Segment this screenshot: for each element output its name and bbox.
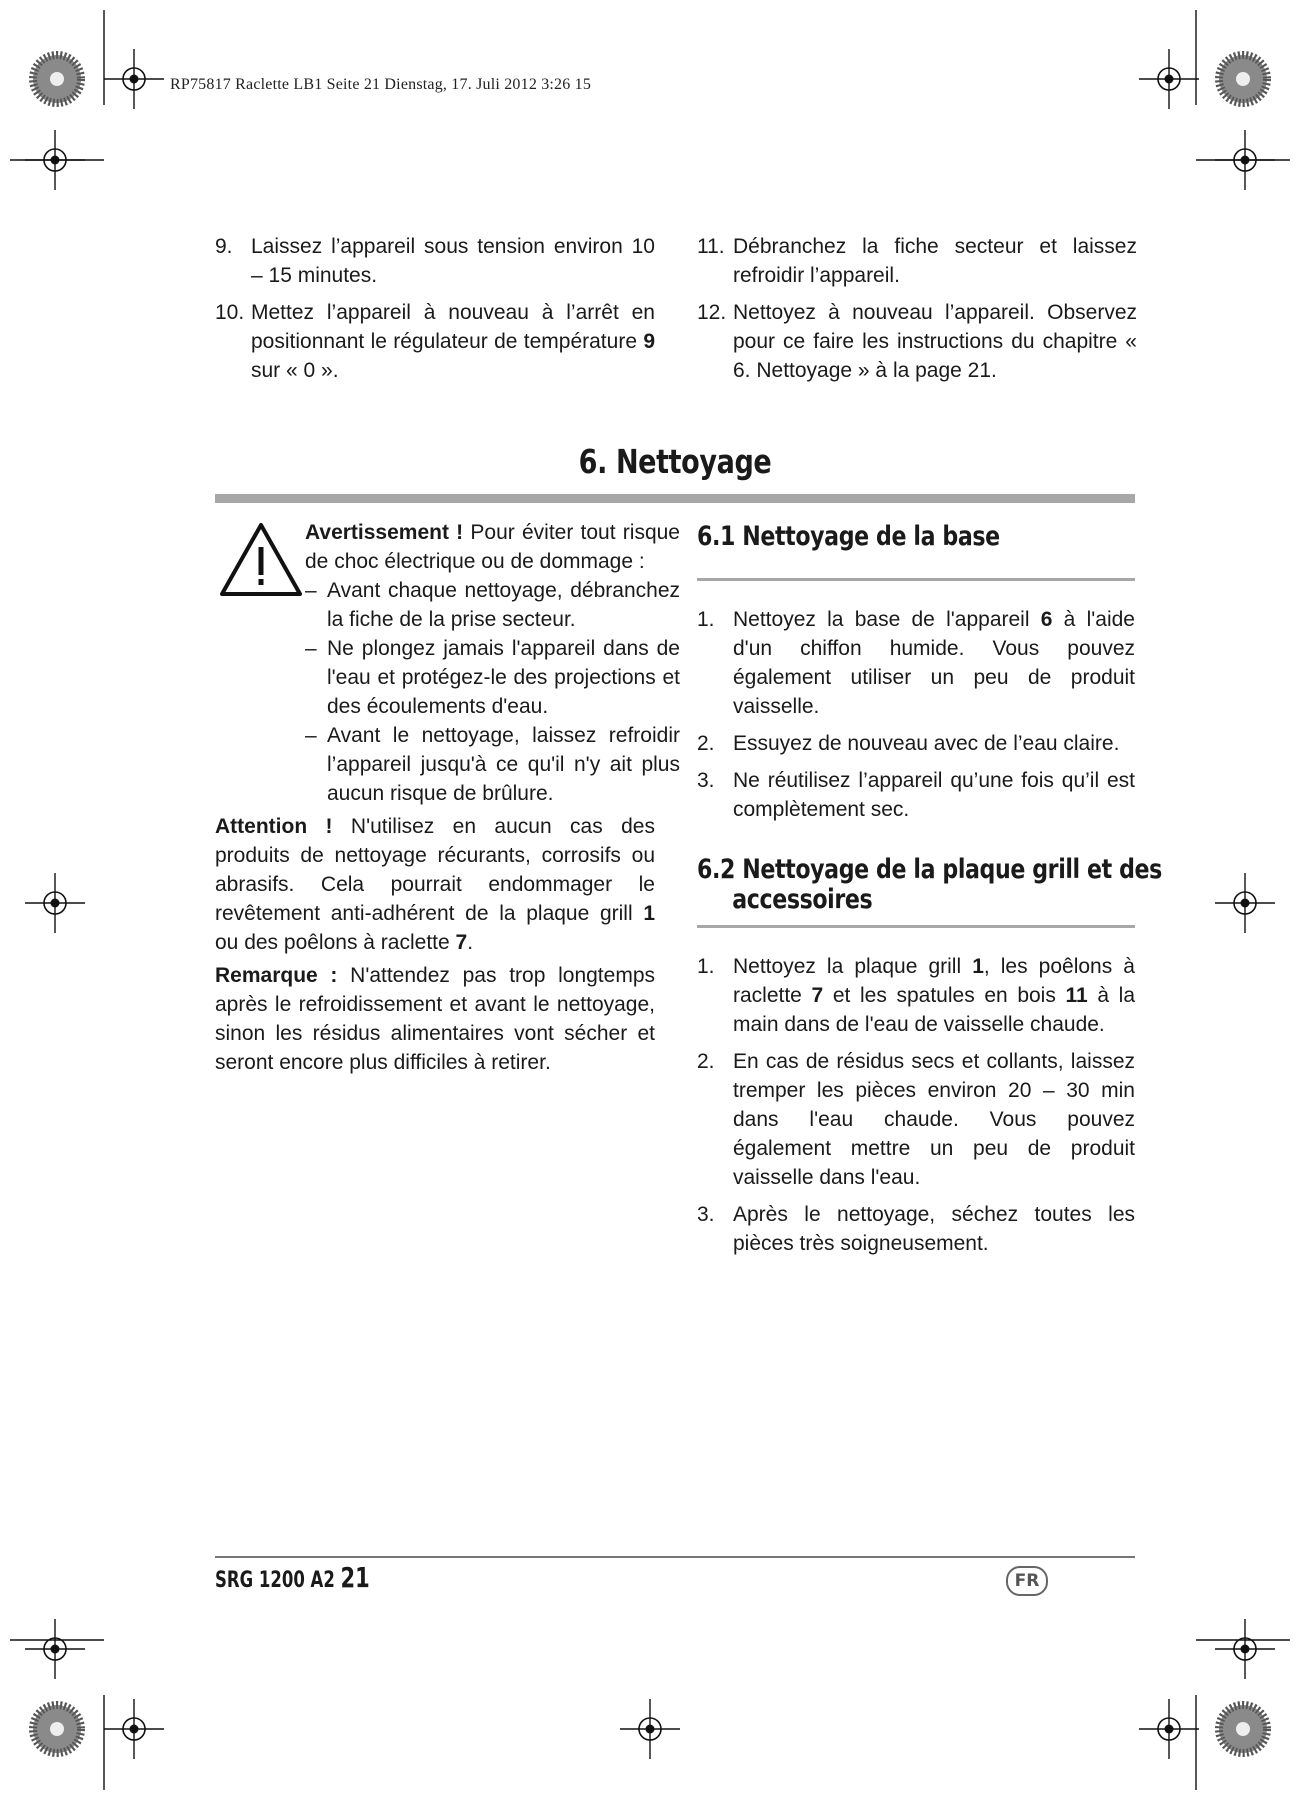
subsection-title: 6.2 Nettoyage de la plaque grill et des accessoires <box>697 854 1162 915</box>
subsection-6-1 <box>697 522 1135 832</box>
warning-item: – Ne plongez jamais l'appareil dans de l'eau et protégez-le des projections et des écoulements d'eau. <box>305 637 680 718</box>
right-steps <box>697 232 1137 393</box>
attention-paragraph: Attention ! N'utilisez en aucun cas des produits de nettoyage récurants, corrosifs ou abrasifs. Cela pourrait endommager le revêtement anti-adhérent de la plaque grill 1 ou des poêlons à raclette 7. <box>215 815 655 954</box>
remarque-paragraph: Remarque : N'attendez pas trop longtemps après le refroidissement et avant le nettoyage, sinon les résidus alimentaires vont sécher et seront encore plus difficiles à retirer. <box>215 964 655 1074</box>
list-item: 1. Nettoyez la base de l'appareil 6 à l'aide d'un chiffon humide. Vous pouvez également utiliser un peu de produit vaisselle. <box>697 608 1135 718</box>
list-item: 11. Débranchez la fiche secteur et laissez refroidir l’appareil. <box>697 235 1137 287</box>
subsection-divider <box>697 578 1135 581</box>
subsection-divider <box>697 925 1135 928</box>
section-title: 6. Nettoyage <box>578 442 772 481</box>
list-item: 10. Mettez l’appareil à nouveau à l’arrêt en positionnant le régulateur de température 9 sur « 0 ». <box>215 301 655 382</box>
subsection-title: 6.1 Nettoyage de la base <box>697 521 1000 552</box>
list-item: 3. Après le nettoyage, séchez toutes les pièces très soigneusement. <box>697 1203 1135 1255</box>
warning-item: – Avant chaque nettoyage, débranchez la fiche de la prise secteur. <box>305 579 680 631</box>
list-item: 2. Essuyez de nouveau avec de l’eau claire. <box>697 732 1120 755</box>
print-info: RP75817 Raclette LB1 Seite 21 Dienstag, 17. Juli 2012 3:26 15 <box>170 76 592 93</box>
list-item: 2. En cas de résidus secs et collants, laissez tremper les pièces environ 20 – 30 min dans l'eau chaude. Vous pouvez également mettre un peu de produit vaisselle dans l'eau. <box>697 1050 1135 1189</box>
list-item: 1. Nettoyez la plaque grill 1, les poêlons à raclette 7 et les spatules en bois 11 à la main dans de l'eau de vaisselle chaude. <box>697 955 1136 1036</box>
page-number: 21 <box>340 1561 370 1594</box>
warning-block: Avertissement ! Pour éviter tout risque de choc électrique ou de dommage : – Avant chaque nettoyage, débranchez la fiche de la prise secteur. – Ne plongez jamais l'appareil dans de l'eau et protégez-le des projections et des écoulements d'eau. – Avant le nettoyage, laissez refroidir l’appareil jusqu'à ce qu'il n'y ait plus aucun risque de brûlure. Attention ! N'utilisez en aucun cas des produits de nettoyage récurants, corrosifs ou abrasifs. Cela pourrait endommager le revêtement anti-adhérent de la plaque grill 1 ou des poêlons à raclette 7. Remarque : N'attendez pas trop longtemps après le refroidissement et avant le nettoyage, sinon les résidus alimentaires vont sécher et seront encore plus difficiles à retirer. <box>215 518 680 1077</box>
footer-model: SRG 1200 A2 21 <box>215 1561 370 1594</box>
language-badge: FR <box>1006 1566 1048 1596</box>
list-item: 9. Laissez l’appareil sous tension environ 10 – 15 minutes. <box>215 235 655 287</box>
list-item: 12. Nettoyez à nouveau l’appareil. Observez pour ce faire les instructions du chapitre « 6. Nettoyage » à la page 21. <box>697 301 1137 382</box>
footer-divider <box>215 1556 1135 1558</box>
subsection-6-2 <box>697 854 1162 1266</box>
warning-item: – Avant le nettoyage, laissez refroidir l’appareil jusqu'à ce qu'il n'y ait plus aucun risque de brûlure. <box>305 724 680 805</box>
section-divider <box>215 494 1135 503</box>
list-item: 3. Ne réutilisez l’appareil qu’une fois qu’il est complètement sec. <box>697 769 1135 821</box>
left-steps <box>215 232 655 393</box>
warning-label: Avertissement ! <box>305 521 464 544</box>
